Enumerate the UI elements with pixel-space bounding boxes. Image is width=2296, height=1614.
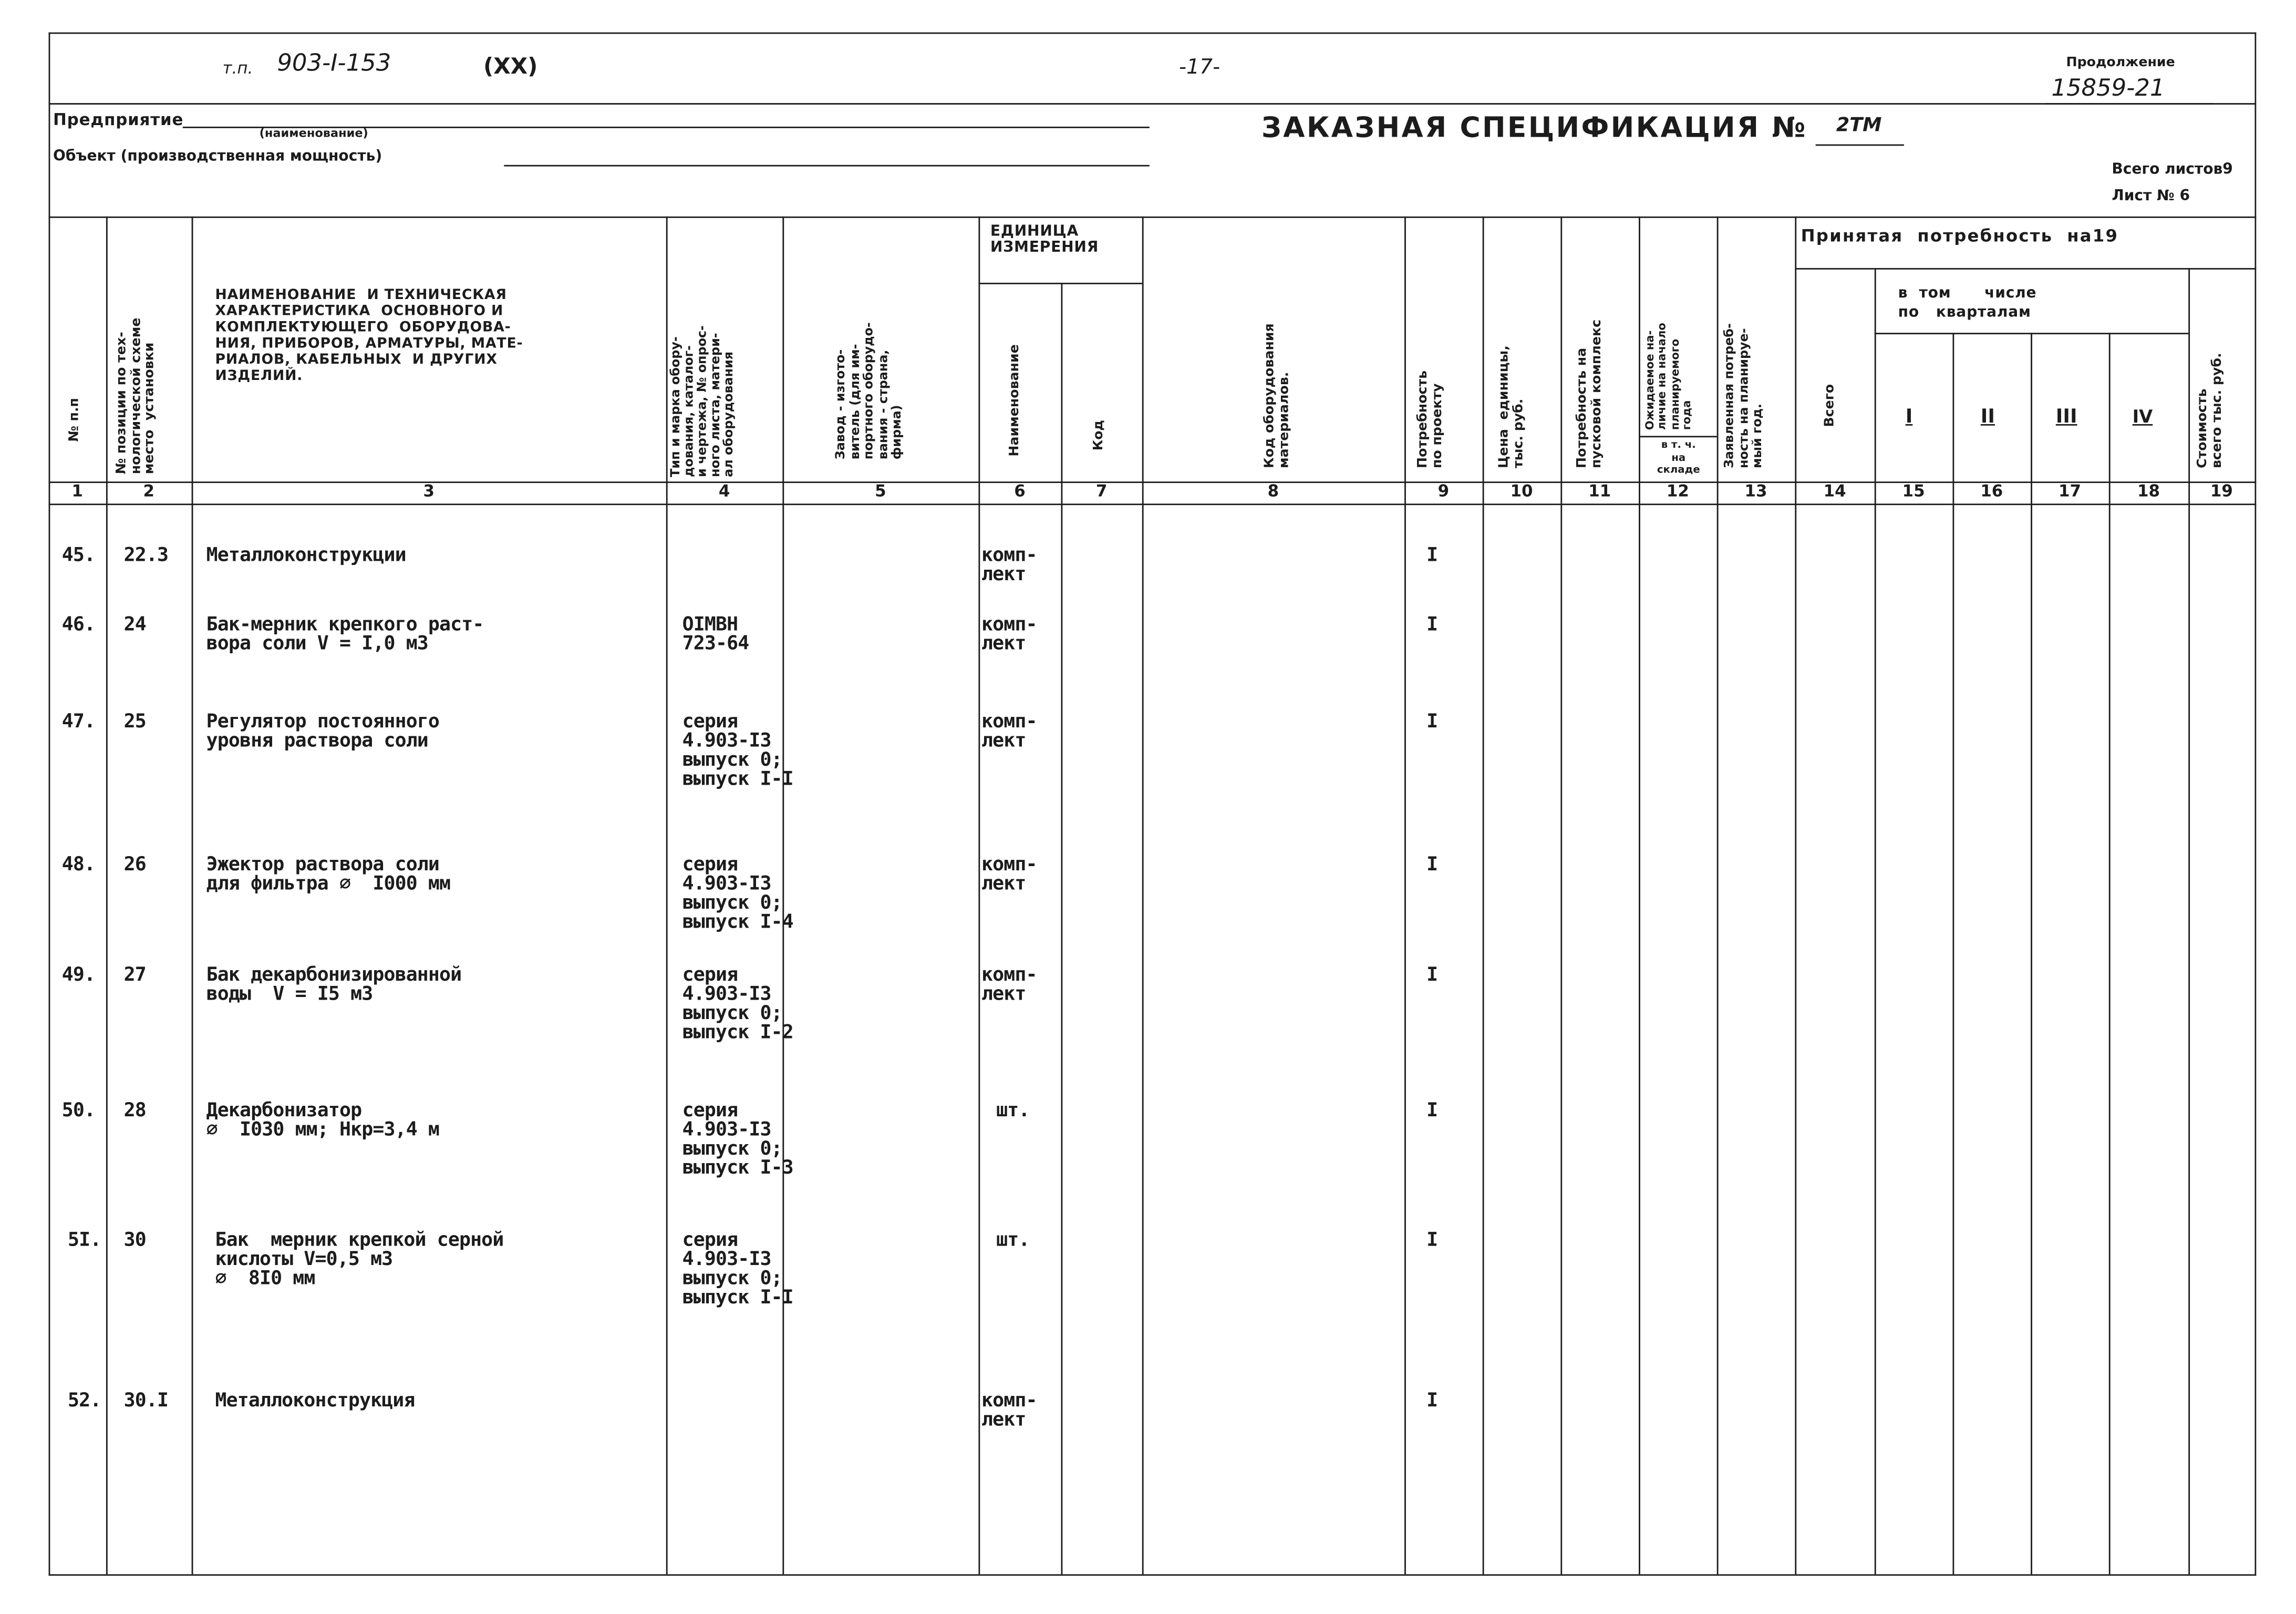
total-sheets: Всего листов9 bbox=[2112, 162, 2233, 179]
row-name: Металлоконструкция bbox=[215, 1390, 415, 1413]
row-type: серия 4.903-I3 выпуск 0; выпуск I-I bbox=[682, 1229, 793, 1309]
col-number: 14 bbox=[1823, 481, 1846, 501]
col-header-equipment-code: Код оборудования материалов. bbox=[1263, 323, 1292, 469]
row-name: Декарбонизатор ∅ I030 мм; Нкр=3,4 м bbox=[206, 1100, 440, 1142]
row-position: 26 bbox=[123, 854, 146, 877]
col-header-unit-code: Код bbox=[1092, 420, 1107, 451]
row-name: Регулятор постоянного уровня раствора соли bbox=[206, 711, 440, 753]
col-header-total: Всего bbox=[1823, 384, 1838, 427]
col-header-unit-group: ЕДИНИЦА ИЗМЕРЕНИЯ bbox=[990, 223, 1099, 256]
object-label: Объект (производственная мощность) bbox=[53, 149, 382, 165]
row-unit: комп- лект bbox=[981, 711, 1037, 753]
row-number: 45. bbox=[61, 544, 96, 567]
row-number: 50. bbox=[61, 1100, 96, 1123]
row-quantity: I bbox=[1426, 544, 1438, 567]
row-number: 49. bbox=[61, 964, 96, 987]
row-position: 27 bbox=[123, 964, 146, 987]
col-number: 4 bbox=[718, 481, 730, 501]
row-position: 30 bbox=[123, 1229, 146, 1252]
row-unit: комп- лект bbox=[981, 964, 1037, 1006]
col-number: 11 bbox=[1588, 481, 1611, 501]
col-number: 7 bbox=[1095, 481, 1108, 501]
col-header-cost: Стоимость всего тыс. руб. bbox=[2196, 353, 2225, 469]
row-position: 25 bbox=[123, 711, 146, 734]
row-quantity: I bbox=[1426, 1390, 1438, 1413]
col-header-q4: IV bbox=[2132, 406, 2153, 427]
row-number: 48. bbox=[61, 854, 96, 877]
row-name: Металлоконструкции bbox=[206, 544, 406, 567]
col-number: 15 bbox=[1902, 481, 1925, 501]
col-header-requested-need: Заявленная потреб- ность на планируе- мый год. bbox=[1722, 323, 1766, 469]
row-position: 22.3 bbox=[123, 544, 169, 567]
col-number: 9 bbox=[1437, 481, 1450, 501]
row-number: 5I. bbox=[68, 1229, 101, 1252]
row-position: 28 bbox=[123, 1100, 146, 1123]
row-name: Бак мерник крепкой серной кислоты V=0,5 м3 ∅ 8I0 мм bbox=[215, 1229, 504, 1290]
row-quantity: I bbox=[1426, 1229, 1438, 1252]
col-header-startup-need: Потребность на пусковой комплекс bbox=[1575, 319, 1605, 469]
col-number: 19 bbox=[2210, 481, 2233, 501]
col-number: 16 bbox=[1980, 481, 2003, 501]
continuation-number: 15859-21 bbox=[2051, 74, 2165, 102]
col-number: 8 bbox=[1267, 481, 1279, 501]
spec-title: ЗАКАЗНАЯ СПЕЦИФИКАЦИЯ № bbox=[1261, 111, 1807, 145]
col-number: 10 bbox=[1510, 481, 1533, 501]
tp-number: 903-I-153 bbox=[277, 48, 391, 77]
row-name: Бак декарбонизированной воды V = I5 м3 bbox=[206, 964, 462, 1006]
col-number: 2 bbox=[143, 481, 155, 501]
col-header-name: НАИМЕНОВАНИЕ И ТЕХНИЧЕСКАЯ ХАРАКТЕРИСТИКА ОСНОВНОГО И КОМПЛЕКТУЮЩЕГО ОБОРУДОВА- НИЯ, ПРИБОРОВ, АРМАТУРЫ, МАТЕ- РИАЛОВ, КАБЕЛЬНЫХ И ДРУГИХ ИЗДЕЛИЙ. bbox=[215, 287, 523, 385]
row-type: серия 4.903-I3 выпуск 0; выпуск I-2 bbox=[682, 964, 793, 1044]
row-unit: шт. bbox=[996, 1100, 1030, 1123]
row-quantity: I bbox=[1426, 711, 1438, 734]
col-header-type: Тип и марка обору- дования, каталог- и чертежа, № опрос- ного листа, матери- ал оборудования bbox=[669, 325, 737, 477]
col-number: 17 bbox=[2058, 481, 2081, 501]
col-number: 3 bbox=[423, 481, 435, 501]
row-unit: комп- лект bbox=[981, 1390, 1037, 1432]
tp-prefix: т.п. bbox=[222, 59, 253, 78]
enterprise-label: Предприятие bbox=[53, 110, 184, 130]
row-type: ОIМВН 723-64 bbox=[682, 614, 749, 655]
row-unit: шт. bbox=[996, 1229, 1030, 1252]
col-header-position: № позиции по тех- нологической схеме место установки bbox=[115, 317, 158, 475]
col-header-expected-stock: Ожидаемое на- личие на начало планируемого года bbox=[1643, 323, 1693, 430]
row-name: Эжектор раствора соли для фильтра ∅ I000 мм bbox=[206, 854, 451, 896]
row-number: 47. bbox=[61, 711, 96, 734]
row-unit: комп- лект bbox=[981, 614, 1037, 655]
col-header-price: Цена единицы, тыс. руб. bbox=[1497, 345, 1526, 469]
row-quantity: I bbox=[1426, 964, 1438, 987]
col-header-q3: III bbox=[2055, 406, 2077, 429]
col-header-in-stock: в т. ч. на складе bbox=[1657, 438, 1700, 476]
page-number: -17- bbox=[1178, 56, 1221, 80]
col-header-project-need: Потребность по проекту bbox=[1416, 370, 1445, 469]
continuation-label: Продолжение bbox=[2066, 56, 2175, 71]
row-quantity: I bbox=[1426, 854, 1438, 877]
row-number: 52. bbox=[68, 1390, 101, 1413]
col-header-manufacturer: Завод - изгото- витель (для им- портного оборудо- вания - страна, фирма) bbox=[834, 322, 905, 460]
row-number: 46. bbox=[61, 614, 96, 636]
row-position: 30.I bbox=[123, 1390, 169, 1413]
sheet-number: Лист № 6 bbox=[2112, 188, 2190, 205]
row-name: Бак-мерник крепкого раст- вора соли V = I,0 м3 bbox=[206, 614, 484, 655]
enterprise-hint: (наименование) bbox=[259, 126, 368, 140]
col-number: 18 bbox=[2137, 481, 2160, 501]
row-type: серия 4.903-I3 выпуск 0; выпуск I-I bbox=[682, 711, 793, 791]
col-number: 12 bbox=[1666, 481, 1689, 501]
row-unit: комп- лект bbox=[981, 854, 1037, 896]
col-header-no: № п.п bbox=[68, 398, 83, 442]
col-number: 6 bbox=[1014, 481, 1026, 501]
row-quantity: I bbox=[1426, 1100, 1438, 1123]
row-unit: комп- лект bbox=[981, 544, 1037, 587]
col-header-unit-name: Наименование bbox=[1008, 344, 1023, 457]
row-position: 24 bbox=[123, 614, 146, 636]
col-header-q1: I bbox=[1905, 406, 1913, 429]
col-header-accepted-need: Принятая потребность на19 bbox=[1801, 225, 2119, 246]
col-number: 5 bbox=[875, 481, 886, 501]
col-number: 13 bbox=[1744, 481, 1767, 501]
spec-number: 2ТМ bbox=[1836, 115, 1882, 137]
row-type: серия 4.903-I3 выпуск 0; выпуск I-3 bbox=[682, 1100, 793, 1180]
row-type: серия 4.903-I3 выпуск 0; выпуск I-4 bbox=[682, 854, 793, 934]
col-header-quarter-group: в том числе по кварталам bbox=[1898, 285, 2037, 321]
col-number: 1 bbox=[71, 481, 83, 501]
album-number: (XX) bbox=[483, 53, 538, 80]
col-header-q2: II bbox=[1980, 406, 1995, 429]
row-quantity: I bbox=[1426, 614, 1438, 636]
